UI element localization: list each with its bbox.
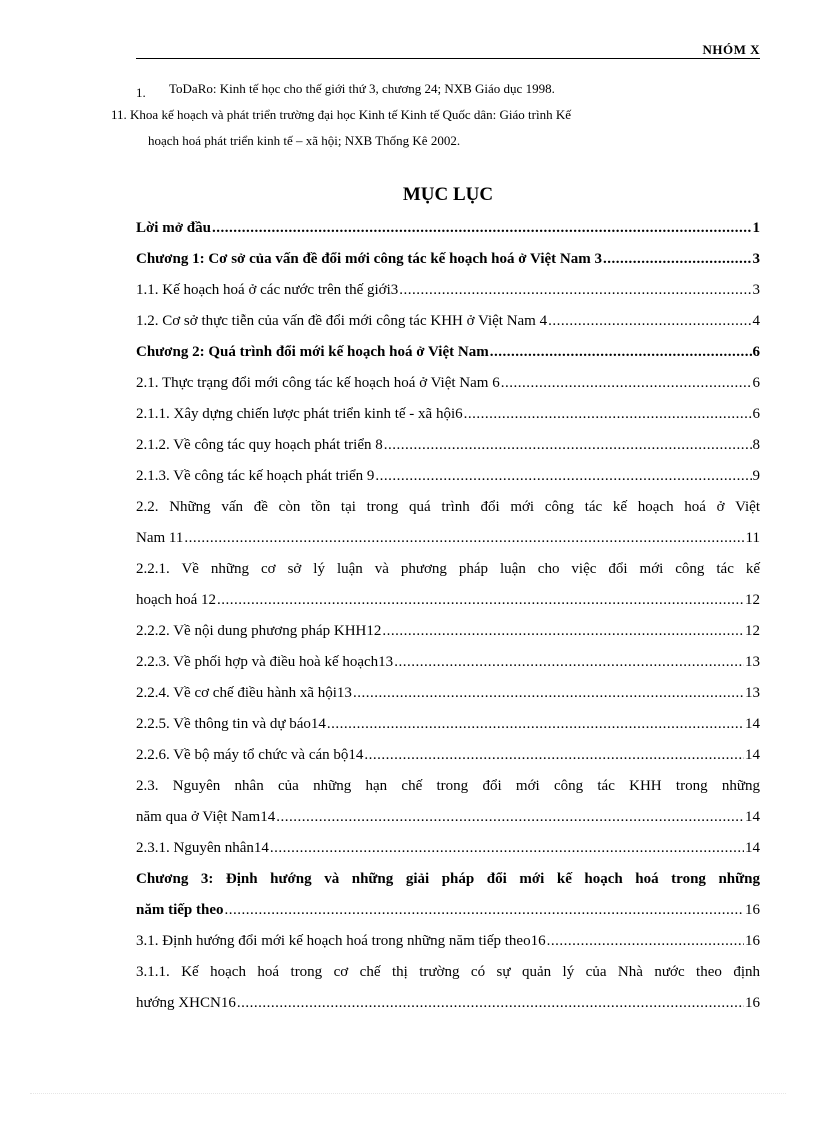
toc-leader [501,368,752,399]
toc-entry-page: 3 [752,282,760,298]
toc-entry[interactable] [136,678,760,709]
toc-entry-line1[interactable]: 2.2.1. Về những cơ sở lý luận và phương pháp luận cho việc đổi mới công tác kế [136,561,760,577]
toc-entry[interactable] [136,244,760,275]
toc-entry-label: 2.3.1. Nguyên nhân14 [136,840,269,856]
toc-entry-page: 9 [752,468,760,484]
reference-text: ToDaRo: Kinh tế học cho thế giới thứ 3, chương 24; NXB Giáo dục 1998. [169,81,555,96]
toc-leader [603,244,752,275]
toc-entry-page: 8 [752,437,760,453]
toc-entry-label: Chương 2: Quá trình đổi mới kế hoạch hoá ở Việt Nam [136,344,489,360]
toc-entry-label: 2.1.2. Về công tác quy hoạch phát triển 8 [136,437,383,453]
toc-entry-label: 2.2.3. Về phối hợp và điều hoà kế hoạch13 [136,654,394,670]
reference-item [136,76,760,102]
toc-leader [547,926,744,957]
toc-entry-label: Chương 1: Cơ sở của vấn đề đổi mới công tác kế hoạch hoá ở Việt Nam 3 [136,251,602,267]
toc-leader [276,802,744,833]
toc-entry-page: 12 [745,592,760,608]
toc-entry-line1[interactable]: 3.1.1. Kế hoạch hoá trong cơ chế thị trường có sự quản lý của Nhà nước theo định [136,964,760,980]
toc-entry[interactable] [136,647,760,678]
toc-entry-page: 3 [752,251,760,267]
toc-entry-line1[interactable]: Chương 3: Định hướng và những giải pháp đổi mới kế hoạch hoá trong những [136,871,760,887]
toc-entry-label: hướng XHCN16 [136,995,236,1011]
toc-entry-label: 2.2.4. Về cơ chế điều hành xã hội13 [136,685,352,701]
toc-entry-label: 2.1.1. Xây dựng chiến lược phát triển kinh tế - xã hội6 [136,406,463,422]
toc-entry-label: 2.2.2. Về nội dung phương pháp KHH12 [136,623,382,639]
toc-entry-label: 3.1. Định hướng đổi mới kế hoạch hoá trong những năm tiếp theo16 [136,933,546,949]
toc-entry[interactable] [136,399,760,430]
toc-entry-label: Lời mở đầu [136,220,211,236]
toc-leader [327,709,744,740]
toc-entry[interactable] [136,926,760,957]
toc-entry[interactable] [136,213,760,244]
toc-entry[interactable] [136,616,760,647]
toc-entry-page: 16 [745,933,760,949]
toc-entry-label: 1.2. Cơ sở thực tiễn của vấn đề đổi mới công tác KHH ở Việt Nam 4 [136,313,548,329]
toc-entry-page: 13 [745,654,760,670]
toc-entry-page: 14 [745,809,760,825]
toc-entry[interactable] [136,988,760,1019]
toc-entry-page: 14 [745,747,760,763]
reference-text [111,102,760,128]
references-list [111,76,760,154]
toc-entry-label: hoạch hoá 12 [136,592,216,608]
header-title: NHÓM X [702,42,760,57]
toc-entry[interactable] [136,833,760,864]
toc-entry[interactable] [136,523,760,554]
toc-entry-page: 1 [752,220,760,236]
toc-entry[interactable] [136,430,760,461]
toc-entry[interactable] [136,895,760,926]
toc-entry[interactable] [136,802,760,833]
toc-entry[interactable] [136,337,760,368]
toc-entry[interactable] [136,709,760,740]
toc-entry-line1[interactable]: 2.3. Nguyên nhân của những hạn chế trong đổi mới công tác KHH trong những [136,778,760,794]
toc-leader [237,988,744,1019]
table-of-contents [136,213,760,1019]
reference-text-line2: hoạch hoá phát triển kinh tế – xã hội; NXB Thống Kê 2002. [148,133,461,148]
toc-leader [217,585,744,616]
toc-entry-label: 2.2.5. Về thông tin và dự báo14 [136,716,326,732]
toc-entry-label: năm tiếp theo [136,902,224,918]
toc-entry[interactable] [136,368,760,399]
toc-entry-page: 6 [752,344,760,360]
reference-number: 11. [111,107,127,122]
toc-leader [212,213,752,244]
reference-number: 1. [136,85,146,100]
toc-entry-label: 2.1. Thực trạng đổi mới công tác kế hoạch hoá ở Việt Nam 6 [136,375,500,391]
toc-leader [353,678,744,709]
toc-leader [399,275,751,306]
toc-entry-page: 14 [745,716,760,732]
toc-entry[interactable] [136,275,760,306]
toc-leader [382,616,744,647]
toc-entry[interactable] [136,585,760,616]
toc-entry-page: 13 [745,685,760,701]
toc-entry-label: 2.1.3. Về công tác kế hoạch phát triển 9 [136,468,375,484]
toc-entry-label: 1.1. Kế hoạch hoá ở các nước trên thế giới3 [136,282,399,298]
toc-entry-label: Nam 11 [136,530,184,546]
toc-entry[interactable] [136,461,760,492]
toc-entry-page: 11 [745,530,760,546]
toc-title: MỤC LỤC [402,184,494,205]
toc-entry-label: 2.2.6. Về bộ máy tổ chức và cán bộ14 [136,747,364,763]
toc-entry[interactable] [136,306,760,337]
toc-leader [184,523,744,554]
toc-leader [375,461,751,492]
toc-entry-line1[interactable]: 2.2. Những vấn đề còn tồn tại trong quá trình đổi mới công tác kế hoạch hoá ở Việt [136,499,760,515]
toc-entry-page: 16 [745,995,760,1011]
reference-item [111,102,760,154]
toc-leader [364,740,744,771]
page-header [136,38,760,59]
toc-entry-page: 6 [752,375,760,391]
toc-leader [548,306,751,337]
toc-entry-page: 12 [745,623,760,639]
toc-leader [394,647,744,678]
toc-entry-page: 14 [745,840,760,856]
toc-leader [464,399,752,430]
toc-leader [225,895,745,926]
toc-leader [490,337,752,368]
toc-leader [384,430,752,461]
toc-entry-label: năm qua ở Việt Nam14 [136,809,276,825]
toc-entry-page: 4 [752,313,760,329]
reference-text-line1: Khoa kế hoạch và phát triển trường đại học Kinh tế Kinh tế Quốc dân: Giáo trình Kế [130,107,572,122]
toc-entry-page: 16 [745,902,760,918]
toc-leader [270,833,744,864]
toc-entry[interactable] [136,740,760,771]
toc-entry-page: 6 [752,406,760,422]
page-bottom-border [30,1093,786,1094]
